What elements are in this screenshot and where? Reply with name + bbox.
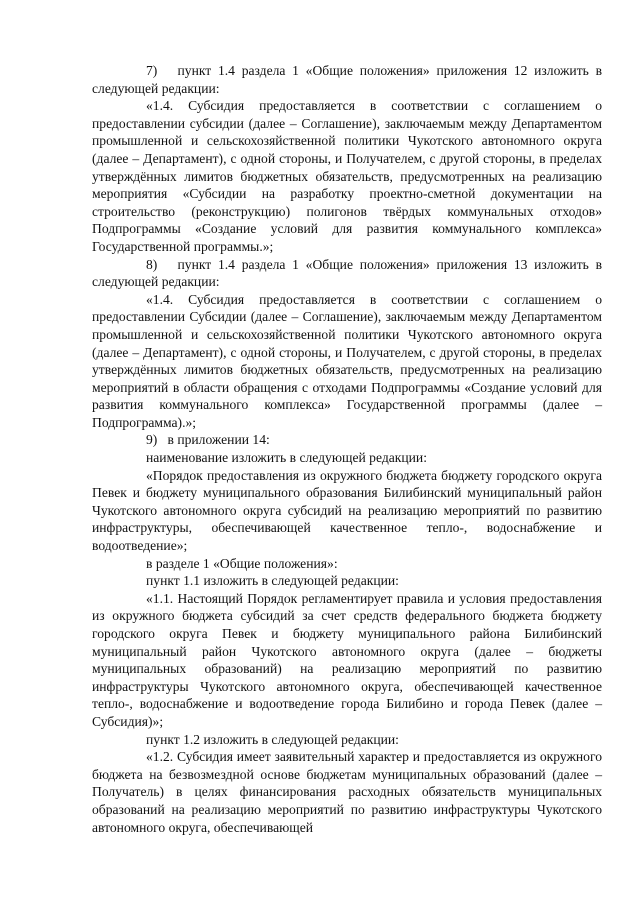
paragraph-title-instruction: наименование изложить в следующей редакции: bbox=[146, 450, 427, 466]
paragraph-item-8-text: «1.4. Субсидия предоставляется в соответствии с соглашением о предоставлении Субсидии (далее – Соглашение), заключаемым между Департаментом промышленной и сельскохозяйственной политики Чукотского автономного округа (далее – Департамент), с одной стороны, и Получателем, с другой стороны, в пределах утверждённых лимитов бюджетных обязательств, предусмотренных на реализацию мероприятий в области обращения с отходами Подпрограммы «Создание условий для развития коммунального комплекса» Государственной программы (далее – Подпрограмма).»; bbox=[92, 291, 602, 430]
paragraph-new-title: «Порядок предоставления из окружного бюджета бюджету городского округа Певек и бюджету муниципального образования Билибинский муниципальный район Чукотского автономного округа субсидий на реализацию мероприятий по развитию инфраструктуры, обеспечивающей качественное тепло-, водоснабжение и водоотведение»; bbox=[92, 467, 602, 554]
paragraph-point-1-2-text: «1.2. Субсидия имеет заявительный характер и предоставляется из окружного бюджета на безвозмездной основе бюджетам муниципальных образований (далее – Получатель) в целях финансирования расходных обязательств муниципальных образований на реализацию мероприятий по развитию инфраструктуры Чукотского автономного округа, обеспечивающей bbox=[92, 749, 602, 835]
paragraph-item-7-text: «1.4. Субсидия предоставляется в соответствии с соглашением о предоставлении субсидии (далее – Соглашение), заключаемым между Департаментом промышленной и сельскохозяйственной политики Чукотского автономного округа (далее – Департамент), с одной стороны, и Получателем, с другой стороны, в пределах утверждённых лимитов бюджетных обязательств, предусмотренных на реализацию мероприятия «Субсидии на разработку проектно-сметной документации на строительство (реконструкцию) полигонов твёрдых коммунальных отходов» Подпрограммы «Создание условий для развития коммунального комплекса» Государственной программы.»; bbox=[92, 98, 602, 254]
paragraph-point-1-2-instruction: пункт 1.2 изложить в следующей редакции: bbox=[146, 731, 399, 747]
paragraph-item-9-heading: 9) в приложении 14: bbox=[146, 432, 270, 448]
paragraph-point-1-1-instruction: пункт 1.1 изложить в следующей редакции: bbox=[146, 573, 399, 589]
paragraph-item-7-heading: 7) пункт 1.4 раздела 1 «Общие положения» приложения 12 изложить в следующей редакции: bbox=[92, 63, 602, 96]
paragraph-item-8-heading: 8) пункт 1.4 раздела 1 «Общие положения» приложения 13 изложить в следующей редакции: bbox=[92, 256, 602, 290]
paragraph-section-1-heading: в разделе 1 «Общие положения»: bbox=[146, 555, 338, 571]
paragraph-point-1-1-text: «1.1. Настоящий Порядок регламентирует правила и условия предоставления из окружного бюджета субсидий за счет средств федерального бюджета бюджету городского округа Певек и бюджету муниципального района Билибинский муниципальный район Чукотского автономного округа (далее – бюджеты муниципальных образований) на реализацию мероприятий по развитию инфраструктуры Чукотского автономного округа, обеспечивающей качественное тепло-, водоснабжение и водоотведение города Билибино и города Певек (далее – Субсидия)»; bbox=[92, 590, 602, 729]
